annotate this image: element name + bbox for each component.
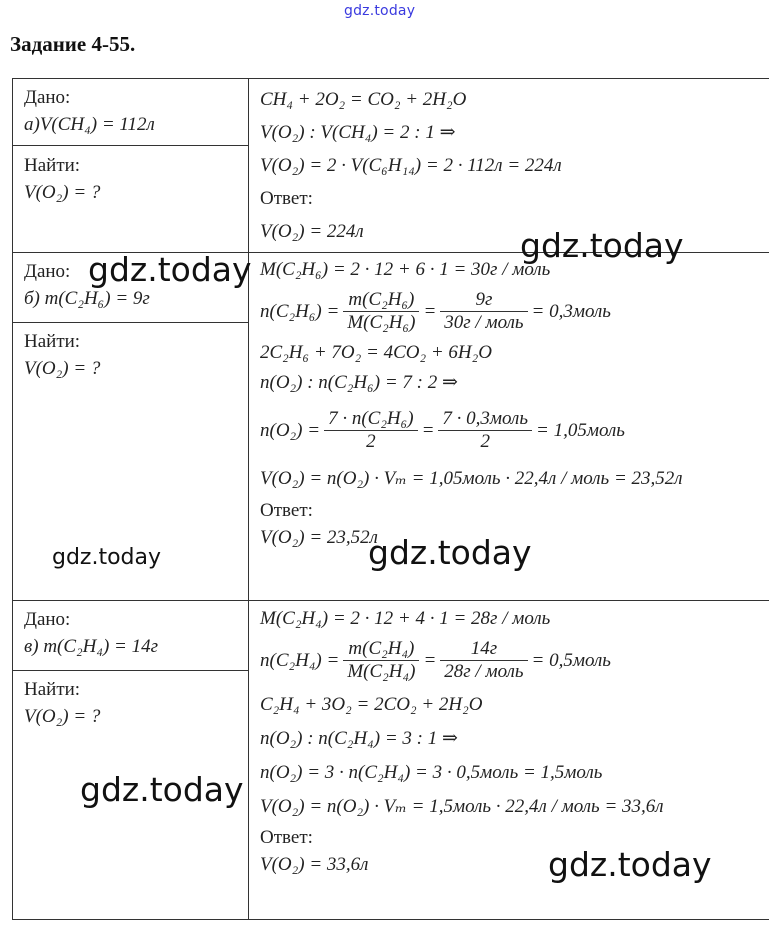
fraction <box>438 408 532 453</box>
oxygen-moles-line: n(O₂) = 3 · n(C₂H₄) = 3 · 0,5моль = 1,5моль <box>260 762 603 783</box>
oxygen-lhs: n(O₂) = <box>260 419 321 441</box>
volume-line: V(O₂) = 2 · V(C₆H₁₄) = 2 · 112л = 224л <box>260 155 562 176</box>
ratio-line: V(O₂) : V(CH₄) = 2 : 1 ⇒ <box>260 122 456 143</box>
moles-result: = 0,5моль <box>531 649 611 671</box>
task-title: Задание 4-55. <box>10 32 136 56</box>
section-a-find <box>24 152 100 206</box>
reaction-equation: C₂H₄ + 3O₂ = 2CO₂ + 2H₂O <box>260 694 483 715</box>
answer-line: V(O₂) = 33,6л <box>260 854 369 875</box>
answer-line: V(O₂) = 224л <box>260 221 364 242</box>
fraction-denominator: 30г / моль <box>444 311 524 333</box>
volume-line: V(O₂) = n(O₂) · Vₘ = 1,05моль · 22,4л / моль = 23,52л <box>260 468 683 489</box>
fraction-numerator: m(C₂H₄) <box>343 638 419 661</box>
volume-line: V(O₂) = n(O₂) · Vₘ = 1,5моль · 22,4л / моль = 33,6л <box>260 796 664 817</box>
fraction-numerator: 7 · 0,3моль <box>438 408 532 431</box>
fraction-numerator: 9г <box>440 289 527 312</box>
fraction-numerator: m(C₂H₆) <box>343 289 419 312</box>
reaction-equation: 2C₂H₆ + 7O₂ = 4CO₂ + 6H₂O <box>260 342 492 363</box>
watermark: gdz.today <box>548 845 712 884</box>
fraction-numerator: 14г <box>440 638 527 661</box>
fraction <box>440 289 527 334</box>
watermark: gdz.today <box>52 545 162 570</box>
section-c-given <box>24 606 158 660</box>
section-b-find <box>24 328 100 382</box>
fraction-denominator: 28г / моль <box>444 660 524 682</box>
ratio-line: n(O₂) : n(C₂H₄) = 3 : 1 ⇒ <box>260 728 458 749</box>
oxygen-result: = 1,05моль <box>536 419 625 441</box>
fraction-numerator: 7 · n(C₂H₆) <box>324 408 418 431</box>
section-c-solution <box>260 605 664 878</box>
moles-line: n(C₂H₆) = $\frac{\text{m(C₂H₆)}}{\text{M(C₂H₆)}}$ = $\frac{9г}{\text{30г / моль}}$ = 0,3моль <box>260 288 611 333</box>
molar-mass-line: M(C₂H₆) = 2 · 12 + 6 · 1 = 30г / моль <box>260 259 551 280</box>
ratio-line: n(O₂) : n(C₂H₆) = 7 : 2 ⇒ <box>260 372 458 393</box>
answer-label: Ответ: <box>260 500 313 521</box>
fraction-denominator: M(C₂H₄) <box>347 660 416 682</box>
moles-result: = 0,3моль <box>531 300 611 322</box>
given-label: Дано: <box>24 609 71 630</box>
section-c-find <box>24 676 100 730</box>
moles-line: n(C₂H₄) = $\frac{\text{m(C₂H₄)}}{\text{M(C₂H₄)}}$ = $\frac{14г}{\text{28г / моль}}$ = 0,5моль <box>260 637 611 682</box>
section-a-solution <box>260 83 562 243</box>
find-label: Найти: <box>24 155 81 176</box>
watermark: gdz.today <box>80 770 244 809</box>
watermark: gdz.today <box>520 226 684 265</box>
fraction-denominator: 2 <box>480 430 490 452</box>
fraction <box>343 289 419 334</box>
watermark: gdz.today <box>368 533 532 572</box>
answer-label: Ответ: <box>260 188 313 209</box>
fraction <box>343 638 419 683</box>
molar-mass-line: M(C₂H₄) = 2 · 12 + 4 · 1 = 28г / моль <box>260 608 551 629</box>
given-label: Дано: <box>24 261 71 282</box>
section-a-given <box>24 84 155 138</box>
fraction <box>440 638 527 683</box>
find-label: Найти: <box>24 331 81 352</box>
answer-label: Ответ: <box>260 827 313 848</box>
watermark: gdz.today <box>88 250 252 289</box>
moles-lhs: n(C₂H₆) = <box>260 300 340 322</box>
section-b-solution <box>260 256 683 551</box>
find-value: V(O₂) = ? <box>24 358 101 379</box>
given-label: Дано: <box>24 87 71 108</box>
fraction-denominator: M(C₂H₆) <box>347 311 416 333</box>
find-value: V(O₂) = ? <box>24 706 101 727</box>
fraction <box>324 408 418 453</box>
given-value: б) m(C₂H₆) = 9г <box>24 288 150 309</box>
moles-lhs: n(C₂H₄) = <box>260 649 340 671</box>
given-value: в) m(C₂H₄) = 14г <box>24 636 159 657</box>
answer-line: V(O₂) = 23,52л <box>260 527 378 548</box>
reaction-equation: CH₄ + 2O₂ = CO₂ + 2H₂O <box>260 89 467 110</box>
given-value: а)V(CH₄) = 112л <box>24 114 155 135</box>
oxygen-moles-line: n(O₂) = $\frac{\text{7 · n(C₂H₆)}}{2}$ = $\frac{\text{7 · 0,3моль}}{2}$ = 1,05моль <box>260 407 625 452</box>
fraction-denominator: 2 <box>366 430 376 452</box>
find-value: V(O₂) = ? <box>24 182 101 203</box>
find-label: Найти: <box>24 679 81 700</box>
site-link[interactable]: gdz.today <box>344 3 416 19</box>
